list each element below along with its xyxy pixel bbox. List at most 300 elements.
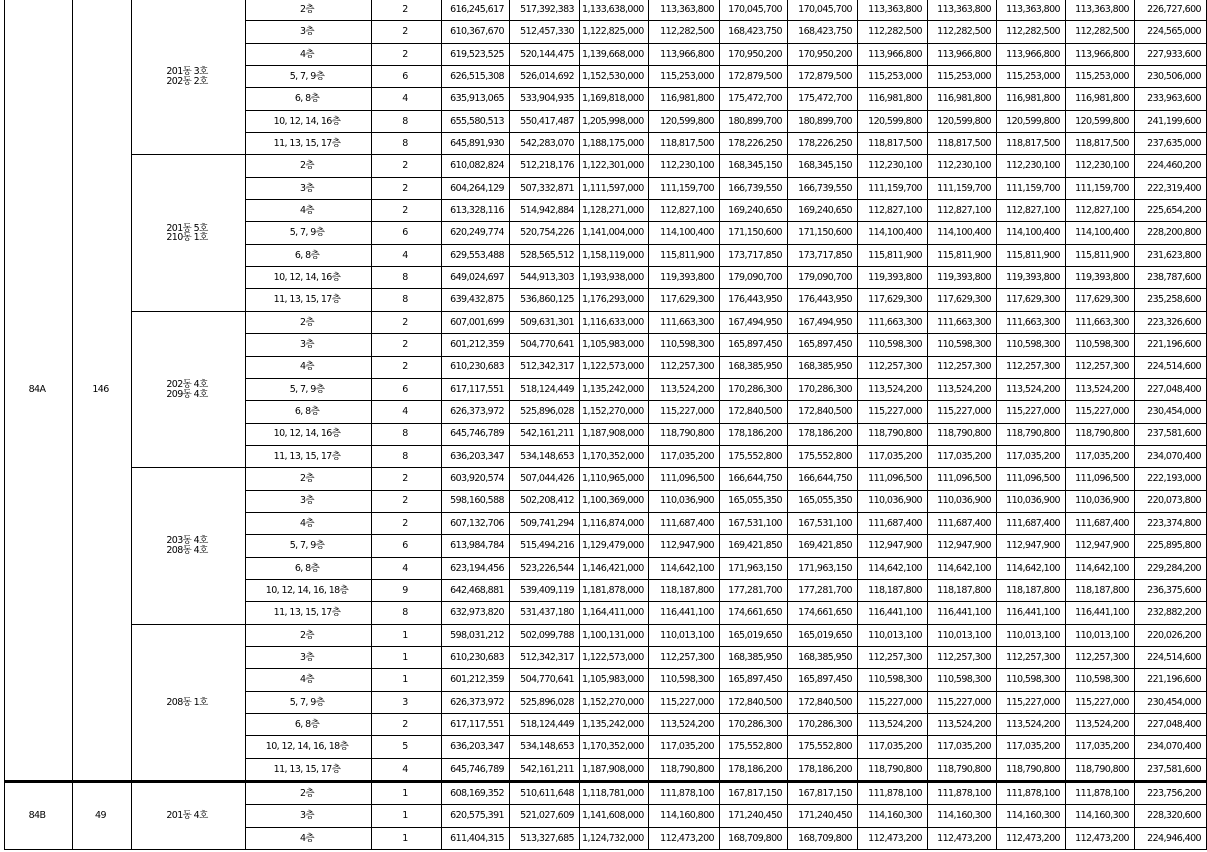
amount-cell: 110,598,300 xyxy=(858,334,928,356)
amount-cell: 111,878,100 xyxy=(858,783,928,805)
amount-cell: 167,531,100 xyxy=(720,512,788,534)
amount-cell: 111,663,300 xyxy=(997,311,1066,333)
amount-cell: 112,257,300 xyxy=(1066,356,1135,378)
amount-cell: 229,284,200 xyxy=(1135,557,1207,579)
amount-cell: 119,393,800 xyxy=(858,267,928,289)
amount-cell: 110,036,900 xyxy=(858,490,928,512)
amount-cell: 542,283,070 xyxy=(510,133,580,155)
amount-cell: 112,257,300 xyxy=(1066,646,1135,668)
amount-cell: 632,973,820 xyxy=(442,602,510,624)
amount-cell: 112,230,100 xyxy=(1066,155,1135,177)
amount-cell: 111,878,100 xyxy=(1066,783,1135,805)
amount-cell: 230,454,000 xyxy=(1135,401,1207,423)
dong-ho-label: 208동 1호 xyxy=(166,696,208,708)
household-count-cell: 4 xyxy=(372,758,442,781)
amount-cell: 165,055,350 xyxy=(720,490,788,512)
floor-cell: 6, 8층 xyxy=(246,714,372,736)
amount-cell: 178,186,200 xyxy=(720,423,788,445)
amount-cell: 116,441,100 xyxy=(649,602,720,624)
amount-cell: 118,187,800 xyxy=(858,579,928,601)
amount-cell: 112,947,900 xyxy=(858,535,928,557)
floor-cell: 3층 xyxy=(246,334,372,356)
amount-cell: 120,599,800 xyxy=(858,110,928,132)
amount-cell: 117,629,300 xyxy=(997,289,1066,311)
amount-cell: 118,790,800 xyxy=(858,758,928,781)
amount-cell: 115,227,000 xyxy=(1066,691,1135,713)
household-count-cell: 8 xyxy=(372,110,442,132)
amount-cell: 111,159,700 xyxy=(858,177,928,199)
amount-cell: 116,981,800 xyxy=(1066,88,1135,110)
household-count-cell: 8 xyxy=(372,602,442,624)
amount-cell: 116,441,100 xyxy=(928,602,997,624)
amount-cell: 113,524,200 xyxy=(928,378,997,400)
amount-cell: 504,770,641 xyxy=(510,334,580,356)
amount-cell: 1,187,908,000 xyxy=(580,758,649,781)
amount-cell: 112,473,200 xyxy=(858,827,928,849)
amount-cell: 114,642,100 xyxy=(649,557,720,579)
household-count-cell: 6 xyxy=(372,378,442,400)
amount-cell: 176,443,950 xyxy=(788,289,858,311)
amount-cell: 620,249,774 xyxy=(442,222,510,244)
amount-cell: 228,320,600 xyxy=(1135,805,1207,827)
amount-cell: 221,196,600 xyxy=(1135,669,1207,691)
household-count-cell: 1 xyxy=(372,783,442,805)
amount-cell: 116,441,100 xyxy=(858,602,928,624)
amount-cell: 636,203,347 xyxy=(442,445,510,467)
amount-cell: 613,328,116 xyxy=(442,200,510,222)
household-count-cell: 4 xyxy=(372,88,442,110)
household-count-cell: 2 xyxy=(372,177,442,199)
amount-cell: 177,281,700 xyxy=(720,579,788,601)
amount-cell: 110,013,100 xyxy=(928,624,997,646)
amount-cell: 223,326,600 xyxy=(1135,311,1207,333)
amount-cell: 175,472,700 xyxy=(720,88,788,110)
amount-cell: 113,363,800 xyxy=(1066,0,1135,21)
amount-cell: 178,186,200 xyxy=(788,423,858,445)
amount-cell: 114,642,100 xyxy=(997,557,1066,579)
amount-cell: 517,392,383 xyxy=(510,0,580,21)
amount-cell: 1,139,668,000 xyxy=(580,43,649,65)
floor-cell: 4층 xyxy=(246,356,372,378)
dong-ho-cell xyxy=(132,624,246,781)
amount-cell: 110,036,900 xyxy=(1066,490,1135,512)
amount-cell: 170,045,700 xyxy=(720,0,788,21)
amount-cell: 169,421,850 xyxy=(788,535,858,557)
unit-type-cell: 84A xyxy=(5,0,73,781)
amount-cell: 231,623,800 xyxy=(1135,244,1207,266)
amount-cell: 237,581,600 xyxy=(1135,423,1207,445)
amount-cell: 110,013,100 xyxy=(1066,624,1135,646)
amount-cell: 115,253,000 xyxy=(928,66,997,88)
amount-cell: 118,790,800 xyxy=(649,758,720,781)
household-count-cell: 1 xyxy=(372,669,442,691)
amount-cell: 118,790,800 xyxy=(649,423,720,445)
amount-cell: 224,460,200 xyxy=(1135,155,1207,177)
amount-cell: 610,230,683 xyxy=(442,646,510,668)
amount-cell: 1,118,781,000 xyxy=(580,783,649,805)
amount-cell: 117,035,200 xyxy=(858,445,928,467)
amount-cell: 230,506,000 xyxy=(1135,66,1207,88)
amount-cell: 237,635,000 xyxy=(1135,133,1207,155)
amount-cell: 172,840,500 xyxy=(720,401,788,423)
amount-cell: 110,036,900 xyxy=(649,490,720,512)
amount-cell: 110,598,300 xyxy=(858,669,928,691)
amount-cell: 168,385,950 xyxy=(788,646,858,668)
household-count-cell: 2 xyxy=(372,43,442,65)
household-count-cell: 8 xyxy=(372,423,442,445)
dong-ho-cell xyxy=(132,783,246,850)
amount-cell: 118,790,800 xyxy=(1066,758,1135,781)
amount-cell: 112,947,900 xyxy=(649,535,720,557)
amount-cell: 112,947,900 xyxy=(928,535,997,557)
amount-cell: 119,393,800 xyxy=(649,267,720,289)
amount-cell: 113,524,200 xyxy=(858,378,928,400)
amount-cell: 120,599,800 xyxy=(1066,110,1135,132)
amount-cell: 116,981,800 xyxy=(858,88,928,110)
amount-cell: 112,230,100 xyxy=(649,155,720,177)
floor-cell: 6, 8층 xyxy=(246,244,372,266)
floor-cell: 5, 7, 9층 xyxy=(246,378,372,400)
amount-cell: 113,966,800 xyxy=(858,43,928,65)
floor-cell: 2층 xyxy=(246,624,372,646)
amount-cell: 234,070,400 xyxy=(1135,445,1207,467)
amount-cell: 533,904,935 xyxy=(510,88,580,110)
household-count-cell: 2 xyxy=(372,334,442,356)
amount-cell: 111,878,100 xyxy=(928,783,997,805)
amount-cell: 180,899,700 xyxy=(720,110,788,132)
amount-cell: 1,176,293,000 xyxy=(580,289,649,311)
amount-cell: 113,363,800 xyxy=(858,0,928,21)
amount-cell: 115,811,900 xyxy=(997,244,1066,266)
amount-cell: 237,581,600 xyxy=(1135,758,1207,781)
amount-cell: 112,947,900 xyxy=(1066,535,1135,557)
amount-cell: 114,642,100 xyxy=(858,557,928,579)
floor-cell: 10, 12, 14, 16, 18층 xyxy=(246,579,372,601)
amount-cell: 514,942,884 xyxy=(510,200,580,222)
amount-cell: 118,790,800 xyxy=(997,758,1066,781)
amount-cell: 169,421,850 xyxy=(720,535,788,557)
amount-cell: 235,258,600 xyxy=(1135,289,1207,311)
amount-cell: 110,598,300 xyxy=(649,334,720,356)
amount-cell: 178,186,200 xyxy=(788,758,858,781)
amount-cell: 1,181,878,000 xyxy=(580,579,649,601)
floor-cell: 10, 12, 14, 16층 xyxy=(246,423,372,445)
floor-cell: 5, 7, 9층 xyxy=(246,66,372,88)
amount-cell: 166,739,550 xyxy=(720,177,788,199)
amount-cell: 509,741,294 xyxy=(510,512,580,534)
floor-cell: 6, 8층 xyxy=(246,557,372,579)
floor-cell: 5, 7, 9층 xyxy=(246,222,372,244)
floor-cell: 3층 xyxy=(246,21,372,43)
amount-cell: 114,160,300 xyxy=(997,805,1066,827)
amount-cell: 168,385,950 xyxy=(720,646,788,668)
amount-cell: 165,019,650 xyxy=(788,624,858,646)
amount-cell: 115,227,000 xyxy=(997,691,1066,713)
amount-cell: 176,443,950 xyxy=(720,289,788,311)
amount-cell: 115,227,000 xyxy=(649,401,720,423)
price-table-body xyxy=(5,0,1207,850)
amount-cell: 1,133,638,000 xyxy=(580,0,649,21)
amount-cell: 1,164,411,000 xyxy=(580,602,649,624)
amount-cell: 116,981,800 xyxy=(649,88,720,110)
amount-cell: 112,473,200 xyxy=(649,827,720,849)
household-count-cell: 2 xyxy=(372,490,442,512)
amount-cell: 1,152,530,000 xyxy=(580,66,649,88)
dong-ho-label: 201동 5호 xyxy=(166,222,208,234)
amount-cell: 118,187,800 xyxy=(1066,579,1135,601)
amount-cell: 169,240,650 xyxy=(720,200,788,222)
amount-cell: 227,048,400 xyxy=(1135,378,1207,400)
amount-cell: 1,128,271,000 xyxy=(580,200,649,222)
amount-cell: 168,385,950 xyxy=(788,356,858,378)
amount-cell: 224,565,000 xyxy=(1135,21,1207,43)
household-count-cell: 1 xyxy=(372,827,442,849)
amount-cell: 110,013,100 xyxy=(649,624,720,646)
amount-cell: 507,332,871 xyxy=(510,177,580,199)
amount-cell: 620,575,391 xyxy=(442,805,510,827)
floor-cell: 11, 13, 15, 17층 xyxy=(246,758,372,781)
household-count-cell: 3 xyxy=(372,691,442,713)
amount-cell: 613,984,784 xyxy=(442,535,510,557)
amount-cell: 617,117,551 xyxy=(442,714,510,736)
dong-ho-cell xyxy=(132,311,246,467)
amount-cell: 512,342,317 xyxy=(510,356,580,378)
amount-cell: 1,141,004,000 xyxy=(580,222,649,244)
amount-cell: 113,524,200 xyxy=(997,378,1066,400)
amount-cell: 115,811,900 xyxy=(858,244,928,266)
amount-cell: 1,158,119,000 xyxy=(580,244,649,266)
amount-cell: 170,286,300 xyxy=(720,714,788,736)
amount-cell: 118,790,800 xyxy=(997,423,1066,445)
dong-ho-cell xyxy=(132,468,246,624)
floor-cell: 5, 7, 9층 xyxy=(246,535,372,557)
amount-cell: 113,966,800 xyxy=(928,43,997,65)
amount-cell: 180,899,700 xyxy=(788,110,858,132)
amount-cell: 1,193,938,000 xyxy=(580,267,649,289)
amount-cell: 112,257,300 xyxy=(649,356,720,378)
floor-cell: 3층 xyxy=(246,646,372,668)
amount-cell: 118,817,500 xyxy=(649,133,720,155)
amount-cell: 118,790,800 xyxy=(928,423,997,445)
household-count-cell: 2 xyxy=(372,512,442,534)
amount-cell: 111,878,100 xyxy=(997,783,1066,805)
amount-cell: 115,811,900 xyxy=(1066,244,1135,266)
amount-cell: 168,709,800 xyxy=(720,827,788,849)
amount-cell: 112,257,300 xyxy=(858,356,928,378)
table-row xyxy=(5,783,1207,805)
dong-ho-label: 203동 4호 xyxy=(166,535,208,547)
amount-cell: 113,524,200 xyxy=(1066,714,1135,736)
amount-cell: 616,245,617 xyxy=(442,0,510,21)
floor-cell: 11, 13, 15, 17층 xyxy=(246,445,372,467)
amount-cell: 112,257,300 xyxy=(649,646,720,668)
amount-cell: 225,895,800 xyxy=(1135,535,1207,557)
amount-cell: 172,840,500 xyxy=(720,691,788,713)
amount-cell: 531,437,180 xyxy=(510,602,580,624)
dong-ho-label: 208동 4호 xyxy=(166,544,208,556)
floor-cell: 2층 xyxy=(246,311,372,333)
household-count-cell: 2 xyxy=(372,200,442,222)
amount-cell: 534,148,653 xyxy=(510,445,580,467)
amount-cell: 116,441,100 xyxy=(997,602,1066,624)
amount-cell: 112,827,100 xyxy=(928,200,997,222)
unit-type-cell: 84B xyxy=(5,783,73,850)
amount-cell: 645,891,930 xyxy=(442,133,510,155)
amount-cell: 110,013,100 xyxy=(997,624,1066,646)
dong-ho-label: 202동 2호 xyxy=(166,75,208,87)
amount-cell: 111,096,500 xyxy=(928,468,997,490)
floor-cell: 3층 xyxy=(246,490,372,512)
amount-cell: 166,644,750 xyxy=(720,468,788,490)
amount-cell: 110,598,300 xyxy=(928,669,997,691)
amount-cell: 118,187,800 xyxy=(928,579,997,601)
amount-cell: 165,897,450 xyxy=(720,334,788,356)
amount-cell: 1,105,983,000 xyxy=(580,334,649,356)
amount-cell: 111,663,300 xyxy=(858,311,928,333)
amount-cell: 172,840,500 xyxy=(788,401,858,423)
amount-cell: 1,122,825,000 xyxy=(580,21,649,43)
amount-cell: 507,044,426 xyxy=(510,468,580,490)
amount-cell: 112,282,500 xyxy=(1066,21,1135,43)
dong-ho-label: 202동 4호 xyxy=(166,379,208,391)
amount-cell: 166,739,550 xyxy=(788,177,858,199)
amount-cell: 114,160,300 xyxy=(1066,805,1135,827)
amount-cell: 170,286,300 xyxy=(788,714,858,736)
amount-cell: 114,642,100 xyxy=(1066,557,1135,579)
amount-cell: 168,345,150 xyxy=(788,155,858,177)
amount-cell: 115,811,900 xyxy=(928,244,997,266)
amount-cell: 177,281,700 xyxy=(788,579,858,601)
amount-cell: 111,159,700 xyxy=(928,177,997,199)
amount-cell: 655,580,513 xyxy=(442,110,510,132)
amount-cell: 120,599,800 xyxy=(997,110,1066,132)
amount-cell: 550,417,487 xyxy=(510,110,580,132)
amount-cell: 168,709,800 xyxy=(788,827,858,849)
amount-cell: 110,036,900 xyxy=(928,490,997,512)
amount-cell: 111,687,400 xyxy=(649,512,720,534)
amount-cell: 639,432,875 xyxy=(442,289,510,311)
amount-cell: 117,629,300 xyxy=(649,289,720,311)
amount-cell: 111,663,300 xyxy=(1066,311,1135,333)
amount-cell: 118,187,800 xyxy=(649,579,720,601)
amount-cell: 167,817,150 xyxy=(720,783,788,805)
amount-cell: 520,144,475 xyxy=(510,43,580,65)
amount-cell: 178,226,250 xyxy=(720,133,788,155)
amount-cell: 111,687,400 xyxy=(997,512,1066,534)
amount-cell: 1,146,421,000 xyxy=(580,557,649,579)
amount-cell: 528,565,512 xyxy=(510,244,580,266)
household-count-cell: 1 xyxy=(372,624,442,646)
amount-cell: 513,327,685 xyxy=(510,827,580,849)
amount-cell: 224,514,600 xyxy=(1135,646,1207,668)
amount-cell: 225,654,200 xyxy=(1135,200,1207,222)
table-row xyxy=(5,155,1207,177)
amount-cell: 117,629,300 xyxy=(858,289,928,311)
floor-cell: 2층 xyxy=(246,783,372,805)
amount-cell: 117,035,200 xyxy=(649,736,720,758)
amount-cell: 223,756,200 xyxy=(1135,783,1207,805)
amount-cell: 542,161,211 xyxy=(510,758,580,781)
amount-cell: 119,393,800 xyxy=(928,267,997,289)
amount-cell: 165,055,350 xyxy=(788,490,858,512)
amount-cell: 534,148,653 xyxy=(510,736,580,758)
floor-cell: 6, 8층 xyxy=(246,401,372,423)
amount-cell: 118,817,500 xyxy=(928,133,997,155)
amount-cell: 1,188,175,000 xyxy=(580,133,649,155)
amount-cell: 116,441,100 xyxy=(1066,602,1135,624)
amount-cell: 112,282,500 xyxy=(997,21,1066,43)
amount-cell: 120,599,800 xyxy=(649,110,720,132)
table-row xyxy=(5,624,1207,646)
amount-cell: 118,817,500 xyxy=(858,133,928,155)
amount-cell: 168,385,950 xyxy=(720,356,788,378)
amount-cell: 112,473,200 xyxy=(928,827,997,849)
amount-cell: 110,598,300 xyxy=(997,669,1066,691)
amount-cell: 112,257,300 xyxy=(858,646,928,668)
floor-cell: 4층 xyxy=(246,200,372,222)
amount-cell: 172,879,500 xyxy=(720,66,788,88)
amount-cell: 518,124,449 xyxy=(510,378,580,400)
amount-cell: 241,199,600 xyxy=(1135,110,1207,132)
amount-cell: 118,790,800 xyxy=(928,758,997,781)
amount-cell: 115,227,000 xyxy=(997,401,1066,423)
amount-cell: 520,754,226 xyxy=(510,222,580,244)
amount-cell: 113,524,200 xyxy=(858,714,928,736)
amount-cell: 114,100,400 xyxy=(858,222,928,244)
amount-cell: 502,099,788 xyxy=(510,624,580,646)
amount-cell: 111,687,400 xyxy=(858,512,928,534)
floor-cell: 11, 13, 15, 17층 xyxy=(246,289,372,311)
amount-cell: 1,124,732,000 xyxy=(580,827,649,849)
amount-cell: 110,598,300 xyxy=(649,669,720,691)
amount-cell: 111,096,500 xyxy=(858,468,928,490)
amount-cell: 118,790,800 xyxy=(1066,423,1135,445)
amount-cell: 611,404,315 xyxy=(442,827,510,849)
amount-cell: 175,552,800 xyxy=(788,736,858,758)
household-count-cell: 8 xyxy=(372,445,442,467)
amount-cell: 117,035,200 xyxy=(928,736,997,758)
amount-cell: 1,170,352,000 xyxy=(580,736,649,758)
household-count-cell: 2 xyxy=(372,468,442,490)
amount-cell: 598,031,212 xyxy=(442,624,510,646)
amount-cell: 111,663,300 xyxy=(928,311,997,333)
amount-cell: 115,253,000 xyxy=(997,66,1066,88)
floor-cell: 6, 8층 xyxy=(246,88,372,110)
table-row xyxy=(5,468,1207,490)
amount-cell: 642,468,881 xyxy=(442,579,510,601)
amount-cell: 112,827,100 xyxy=(649,200,720,222)
amount-cell: 110,598,300 xyxy=(997,334,1066,356)
amount-cell: 117,035,200 xyxy=(1066,736,1135,758)
floor-cell: 10, 12, 14, 16층 xyxy=(246,110,372,132)
amount-cell: 115,227,000 xyxy=(858,401,928,423)
amount-cell: 117,035,200 xyxy=(928,445,997,467)
amount-cell: 223,374,800 xyxy=(1135,512,1207,534)
amount-cell: 227,048,400 xyxy=(1135,714,1207,736)
amount-cell: 220,026,200 xyxy=(1135,624,1207,646)
amount-cell: 629,553,488 xyxy=(442,244,510,266)
amount-cell: 117,035,200 xyxy=(858,736,928,758)
amount-cell: 1,135,242,000 xyxy=(580,378,649,400)
dong-ho-cell xyxy=(132,155,246,311)
amount-cell: 113,966,800 xyxy=(997,43,1066,65)
amount-cell: 118,817,500 xyxy=(997,133,1066,155)
amount-cell: 1,187,908,000 xyxy=(580,423,649,445)
amount-cell: 111,096,500 xyxy=(649,468,720,490)
amount-cell: 112,827,100 xyxy=(1066,200,1135,222)
amount-cell: 117,629,300 xyxy=(1066,289,1135,311)
amount-cell: 236,375,600 xyxy=(1135,579,1207,601)
